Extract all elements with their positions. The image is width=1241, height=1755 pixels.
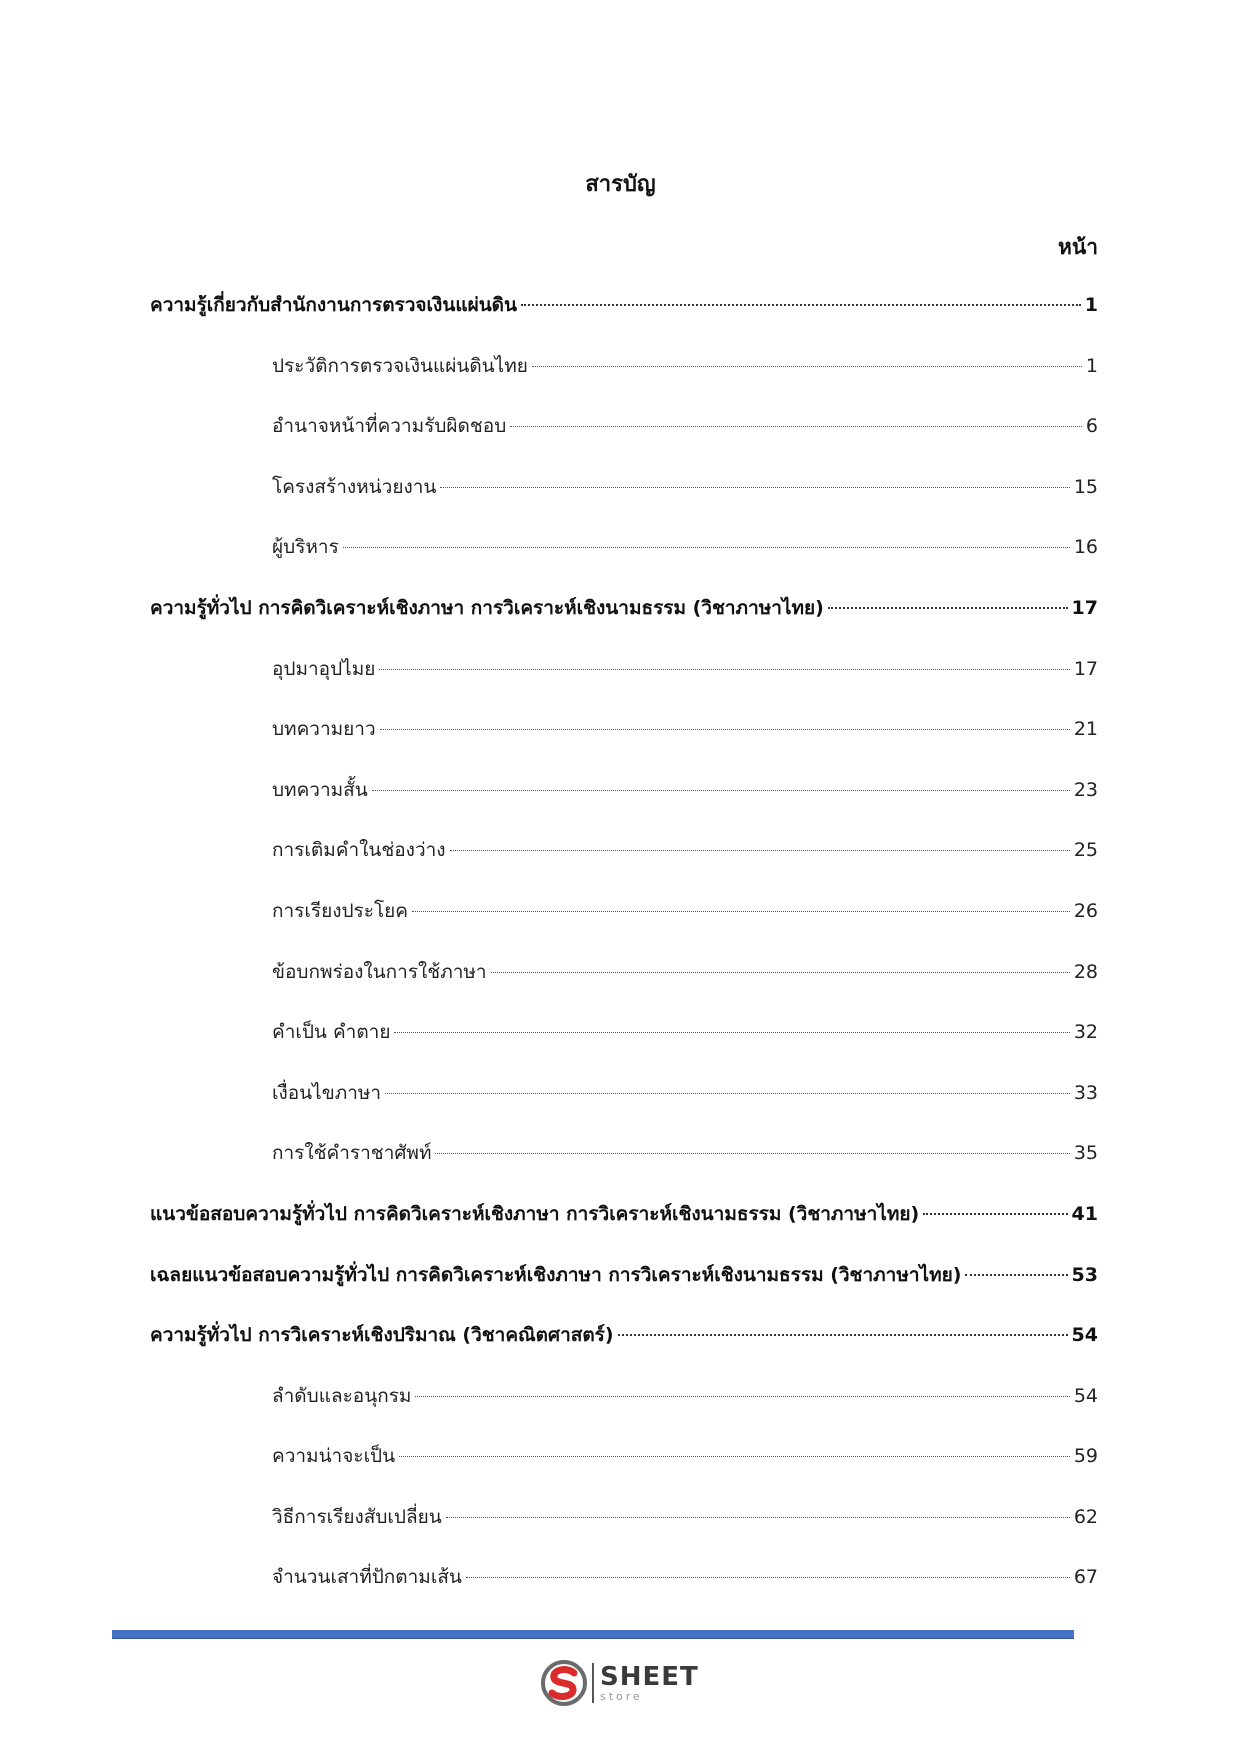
toc-entry-title: บทความยาว	[272, 718, 376, 741]
toc-entry-title: คำเป็น คำตาย	[272, 1021, 391, 1044]
toc-subsection-entry[interactable]	[150, 1381, 1098, 1442]
toc-entry-page-number: 25	[1073, 839, 1098, 862]
toc-dot-leader	[532, 366, 1082, 367]
page-column-header: หน้า	[1058, 235, 1098, 259]
toc-entry-page-number: 62	[1073, 1505, 1098, 1528]
toc-entry-title: แนวข้อสอบความรู้ทั่วไป การคิดวิเคราะห์เชิงภาษา การวิเคราะห์เชิงนามธรรม (วิชาภาษาไทย)	[150, 1202, 920, 1225]
toc-entry-title: ความรู้ทั่วไป การคิดวิเคราะห์เชิงภาษา การวิเคราะห์เชิงนามธรรม (วิชาภาษาไทย)	[150, 596, 824, 619]
sheet-store-logo-icon	[540, 1659, 588, 1707]
toc-entry-title: ความน่าจะเป็น	[272, 1445, 396, 1468]
toc-subsection-entry[interactable]	[150, 1441, 1098, 1502]
toc-dot-leader	[923, 1213, 1067, 1215]
toc-subsection-entry[interactable]	[150, 1562, 1098, 1623]
toc-entry-page-number: 41	[1071, 1202, 1098, 1225]
toc-dot-leader	[828, 607, 1068, 609]
toc-entry-title: ลำดับและอนุกรม	[272, 1384, 412, 1407]
toc-subsection-entry[interactable]	[150, 411, 1098, 472]
toc-entry-page-number: 32	[1073, 1021, 1098, 1044]
toc-entry-title: โครงสร้างหน่วยงาน	[272, 475, 437, 498]
toc-section-entry[interactable]	[150, 593, 1098, 654]
toc-entry-title: ความรู้เกี่ยวกับสำนักงานการตรวจเงินแผ่นดิน	[150, 294, 518, 316]
toc-entry-page-number: 16	[1073, 536, 1098, 559]
toc-entry-title: อุปมาอุปไมย	[272, 657, 376, 680]
toc-entry-title: การเติมคำในช่องว่าง	[272, 839, 446, 862]
footer-rule	[112, 1630, 1074, 1639]
toc-entry-title: บทความสั้น	[272, 778, 368, 801]
toc-subsection-entry[interactable]	[150, 714, 1098, 775]
toc-dot-leader	[466, 1577, 1070, 1578]
toc-subsection-entry[interactable]	[150, 654, 1098, 715]
toc-entry-page-number: 54	[1071, 1324, 1098, 1347]
toc-subsection-entry[interactable]	[150, 1078, 1098, 1139]
toc-subsection-entry[interactable]	[150, 835, 1098, 896]
toc-entry-title: การเรียงประโยค	[272, 899, 409, 922]
toc-entry-page-number: 1	[1085, 354, 1098, 377]
toc-entry-page-number: 21	[1073, 718, 1098, 741]
toc-subsection-entry[interactable]	[150, 896, 1098, 957]
toc-entry-title: วิธีการเรียงสับเปลี่ยน	[272, 1505, 442, 1528]
toc-entry-title: ประวัติการตรวจเงินแผ่นดินไทย	[272, 354, 528, 377]
toc-dot-leader	[965, 1274, 1067, 1276]
toc-entry-page-number: 15	[1073, 475, 1098, 498]
toc-entry-page-number: 54	[1073, 1384, 1098, 1407]
toc-dot-leader	[412, 911, 1070, 912]
logo-brand: SHEET	[600, 1662, 699, 1692]
toc-entry-title: ความรู้ทั่วไป การวิเคราะห์เชิงปริมาณ (วิชาคณิตศาสตร์)	[150, 1324, 614, 1347]
toc-subsection-entry[interactable]	[150, 957, 1098, 1018]
toc-entry-title: เฉลยแนวข้อสอบความรู้ทั่วไป การคิดวิเคราะห์เชิงภาษา การวิเคราะห์เชิงนามธรรม (วิชาภาษาไทย)	[150, 1263, 962, 1286]
toc-subsection-entry[interactable]	[150, 1138, 1098, 1199]
logo-divider	[592, 1663, 594, 1703]
toc-dot-leader	[379, 669, 1069, 670]
toc-dot-leader	[372, 790, 1070, 791]
toc-dot-leader	[446, 1517, 1070, 1518]
toc-dot-leader	[385, 1093, 1070, 1094]
toc-entry-page-number: 28	[1073, 960, 1098, 983]
toc-section-entry[interactable]	[150, 1260, 1098, 1321]
toc-dot-leader	[435, 1153, 1069, 1154]
toc-list	[150, 290, 1098, 1623]
toc-dot-leader	[415, 1396, 1069, 1397]
toc-subsection-entry[interactable]	[150, 1502, 1098, 1563]
toc-dot-leader	[521, 304, 1081, 306]
toc-entry-title: ข้อบกพร่องในการใช้ภาษา	[272, 960, 487, 983]
toc-section-entry[interactable]	[150, 1199, 1098, 1260]
toc-dot-leader	[399, 1456, 1070, 1457]
toc-entry-title: อำนาจหน้าที่ความรับผิดชอบ	[272, 415, 507, 438]
toc-entry-page-number: 67	[1073, 1566, 1098, 1589]
toc-entry-page-number: 6	[1085, 415, 1098, 438]
toc-entry-page-number: 35	[1073, 1142, 1098, 1165]
toc-entry-page-number: 33	[1073, 1081, 1098, 1104]
toc-subsection-entry[interactable]	[150, 351, 1098, 412]
footer-logo	[540, 1658, 710, 1708]
toc-entry-page-number: 59	[1073, 1445, 1098, 1468]
toc-dot-leader	[394, 1032, 1069, 1033]
toc-entry-page-number: 53	[1071, 1263, 1098, 1286]
toc-entry-page-number: 1	[1084, 294, 1098, 316]
toc-dot-leader	[343, 547, 1070, 548]
toc-entry-title: ผู้บริหาร	[272, 536, 339, 559]
toc-entry-page-number: 23	[1073, 778, 1098, 801]
toc-dot-leader	[380, 729, 1070, 730]
toc-dot-leader	[491, 972, 1070, 973]
toc-section-entry[interactable]	[150, 290, 1098, 351]
toc-dot-leader	[618, 1334, 1068, 1336]
toc-subsection-entry[interactable]	[150, 532, 1098, 593]
toc-section-entry[interactable]	[150, 1320, 1098, 1381]
toc-entry-page-number: 17	[1073, 657, 1098, 680]
logo-words	[600, 1664, 699, 1702]
toc-entry-title: จำนวนเสาที่ปักตามเส้น	[272, 1566, 462, 1589]
toc-entry-page-number: 17	[1071, 596, 1098, 619]
toc-dot-leader	[450, 850, 1070, 851]
toc-subsection-entry[interactable]	[150, 472, 1098, 533]
toc-title: สารบัญ	[585, 172, 656, 197]
logo-subtext: store	[600, 1690, 643, 1703]
toc-subsection-entry[interactable]	[150, 775, 1098, 836]
toc-subsection-entry[interactable]	[150, 1017, 1098, 1078]
toc-entry-page-number: 26	[1073, 899, 1098, 922]
toc-dot-leader	[440, 487, 1069, 488]
toc-entry-title: เงื่อนไขภาษา	[272, 1081, 382, 1104]
toc-entry-title: การใช้คำราชาศัพท์	[272, 1142, 432, 1165]
toc-dot-leader	[510, 426, 1082, 427]
